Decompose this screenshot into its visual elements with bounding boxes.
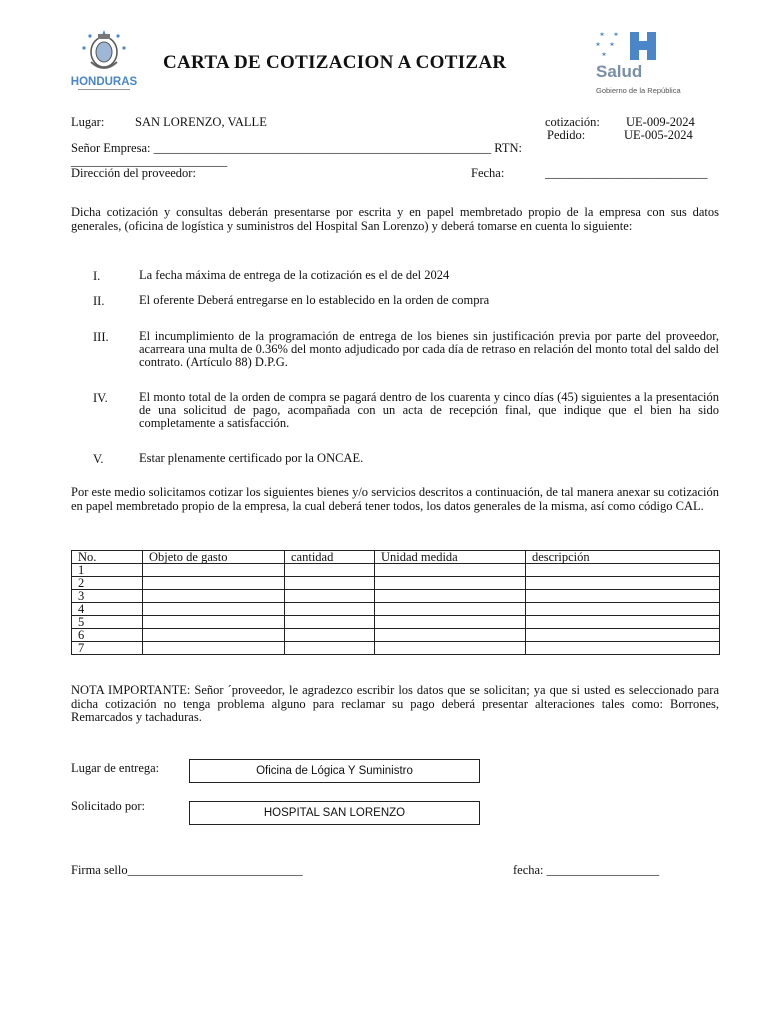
table-cell[interactable] — [375, 603, 526, 616]
header-no: No. — [72, 551, 143, 564]
item-text: El incumplimiento de la programación de entrega de los bienes sin justificación previa por parte del proveedor, acarreara una multa de 0.36% del monto adjudicado por cada día de retraso en relación del monto total del saldo del contrato. (Artículo 88) D.P.G. — [139, 329, 719, 369]
table-cell[interactable] — [375, 642, 526, 655]
row-number: 7 — [72, 642, 143, 655]
table-cell[interactable] — [285, 577, 375, 590]
goods-table — [71, 550, 720, 655]
table-row — [72, 603, 720, 616]
firma-sello-line: Firma sello____________________________ — [71, 863, 303, 877]
table-cell[interactable] — [375, 590, 526, 603]
table-cell[interactable] — [285, 629, 375, 642]
table-cell[interactable] — [375, 629, 526, 642]
table-cell[interactable] — [143, 642, 285, 655]
table-row — [72, 590, 720, 603]
table-cell[interactable] — [526, 603, 720, 616]
fecha-line: __________________________ — [545, 166, 708, 180]
solicitado-por-field[interactable]: HOSPITAL SAN LORENZO — [189, 801, 480, 825]
pedido-label: Pedido: — [547, 128, 586, 142]
header-descripcion: descripción — [526, 551, 720, 564]
lugar-value: SAN LORENZO, VALLE — [135, 115, 267, 129]
table-cell[interactable] — [526, 642, 720, 655]
header-objeto-de-gasto: Objeto de gasto — [143, 551, 285, 564]
row-number: 1 — [72, 564, 143, 577]
row-number: 6 — [72, 629, 143, 642]
lugar-entrega-label: Lugar de entrega: — [71, 761, 160, 775]
table-cell[interactable] — [143, 603, 285, 616]
honduras-logo-text: HONDURAS — [70, 76, 138, 88]
salud-logo-text: Salud — [596, 62, 643, 81]
row-number: 3 — [72, 590, 143, 603]
item-number: IV. — [93, 391, 108, 405]
table-row — [72, 642, 720, 655]
fecha-firma-line: fecha: __________________ — [513, 863, 660, 877]
table-cell[interactable] — [143, 616, 285, 629]
table-cell[interactable] — [143, 590, 285, 603]
table-cell[interactable] — [285, 616, 375, 629]
table-cell[interactable] — [285, 603, 375, 616]
solicitado-por-label: Solicitado por: — [71, 799, 145, 813]
intro-paragraph: Dicha cotización y consultas deberán presentarse por escrita y en papel membretado propio de la empresa con sus datos generales, (oficina de logística y suministros del Hospital San Lorenzo) y deberá tomarse en cuenta lo siguiente: — [71, 205, 719, 233]
direccion-label: Dirección del proveedor: — [71, 166, 196, 180]
table-cell[interactable] — [526, 629, 720, 642]
fecha-label: Fecha: — [471, 166, 505, 180]
row-number: 4 — [72, 603, 143, 616]
table-cell[interactable] — [375, 577, 526, 590]
lugar-label: Lugar: — [71, 115, 105, 129]
cotizacion-label: cotización: — [545, 115, 600, 129]
table-cell[interactable] — [285, 564, 375, 577]
gobierno-subtext: Gobierno de la República — [596, 86, 681, 95]
table-cell[interactable] — [143, 564, 285, 577]
header-cantidad: cantidad — [285, 551, 375, 564]
item-text: La fecha máxima de entrega de la cotización es el de del 2024 — [139, 268, 450, 282]
item-number: II. — [93, 294, 105, 308]
honduras-coat-of-arms-logo — [60, 26, 148, 96]
page-title: CARTA DE COTIZACION A COTIZAR — [163, 52, 507, 73]
table-cell[interactable] — [526, 564, 720, 577]
item-text: Estar plenamente certificado por la ONCAE. — [139, 451, 364, 465]
table-cell[interactable] — [285, 590, 375, 603]
table-header-row — [72, 551, 720, 564]
nota-importante: NOTA IMPORTANTE: Señor ´proveedor, le agradezco escribir los datos que se solicitan; ya que si usted es seleccionado para dicha cotización no tenga problema alguno para reclamar su pago deberá presentar alteraciones tales como: Borrones, Remarcados y tachaduras. — [71, 683, 719, 724]
header-unidad-medida: Unidad medida — [375, 551, 526, 564]
row-number: 5 — [72, 616, 143, 629]
request-paragraph: Por este medio solicitamos cotizar los siguientes bienes y/o servicios descritos a continuación, de tal manera anexar su cotización en papel membretado propio de la empresa, la cual deberá tener todos, los datos generales de la misma, así como código CAL. — [71, 485, 719, 513]
item-text: El monto total de la orden de compra se pagará dentro de los cuarenta y cinco días (45) siguientes a la presentación de una solicitud de pago, acompañada con un acta de recepción final, que indique que el bien ha sido completamente a satisfacción. — [139, 390, 719, 430]
row-number: 2 — [72, 577, 143, 590]
cotizacion-value: UE-009-2024 — [626, 115, 695, 129]
pedido-value: UE-005-2024 — [624, 128, 693, 142]
salud-logo — [594, 28, 694, 100]
table-row — [72, 629, 720, 642]
table-cell[interactable] — [143, 577, 285, 590]
table-cell[interactable] — [526, 616, 720, 629]
table-row — [72, 564, 720, 577]
table-row — [72, 577, 720, 590]
item-text: El oferente Deberá entregarse en lo establecido en la orden de compra — [139, 293, 490, 307]
item-number: III. — [93, 330, 109, 344]
table-cell[interactable] — [526, 577, 720, 590]
table-cell[interactable] — [143, 629, 285, 642]
table-cell[interactable] — [285, 642, 375, 655]
lugar-entrega-field[interactable]: Oficina de Lógica Y Suministro — [189, 759, 480, 783]
table-cell[interactable] — [526, 590, 720, 603]
item-number: I. — [93, 269, 101, 283]
senor-empresa-line: Señor Empresa: ______________________________________________________ RTN: — [71, 141, 522, 155]
blank-line: _________________________ — [71, 154, 228, 168]
item-number: V. — [93, 452, 104, 466]
table-cell[interactable] — [375, 564, 526, 577]
table-row — [72, 616, 720, 629]
table-cell[interactable] — [375, 616, 526, 629]
